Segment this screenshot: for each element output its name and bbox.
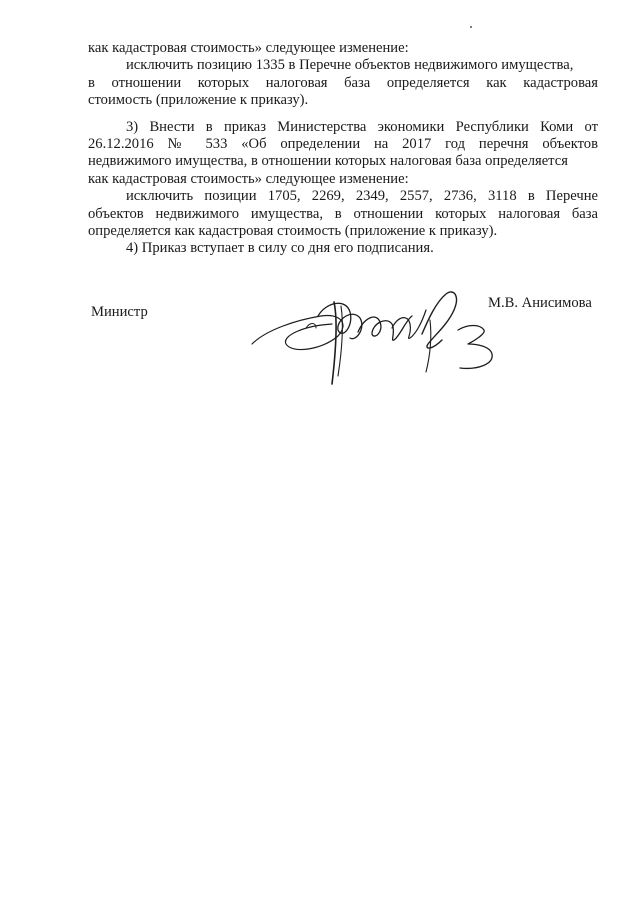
text-line: исключить позиции 1705, 2269, 2349, 2557, 2736, 3118 в Перечне — [126, 188, 598, 205]
text-line: как кадастровая стоимость» следующее изменение: — [88, 170, 409, 187]
text-line: объектов недвижимого имущества, в отношении которых налоговая база — [88, 205, 598, 222]
signer-title: Министр — [91, 304, 148, 320]
scan-speck — [470, 26, 472, 28]
text-line: 4) Приказ вступает в силу со дня его подписания. — [126, 240, 434, 257]
handwritten-signature — [246, 280, 506, 395]
text-line: недвижимого имущества, в отношении которых налоговая база определяется — [88, 153, 568, 170]
document-body — [88, 40, 598, 258]
text-line: исключить позицию 1335 в Перечне объектов недвижимого имущества, — [126, 57, 574, 74]
text-line: 3) Внести в приказ Министерства экономики Республики Коми от — [126, 118, 598, 135]
text-line: в отношении которых налоговая база определяется как кадастровая — [88, 74, 598, 91]
text-line: 26.12.2016 № 533 «Об определении на 2017 год перечня объектов — [88, 136, 598, 153]
text-line: стоимость (приложение к приказу). — [88, 92, 309, 109]
text-line: как кадастровая стоимость» следующее изменение: — [88, 40, 409, 56]
text-line: определяется как кадастровая стоимость (приложение к приказу). — [88, 223, 498, 240]
signer-name: М.В. Анисимова — [488, 295, 592, 311]
